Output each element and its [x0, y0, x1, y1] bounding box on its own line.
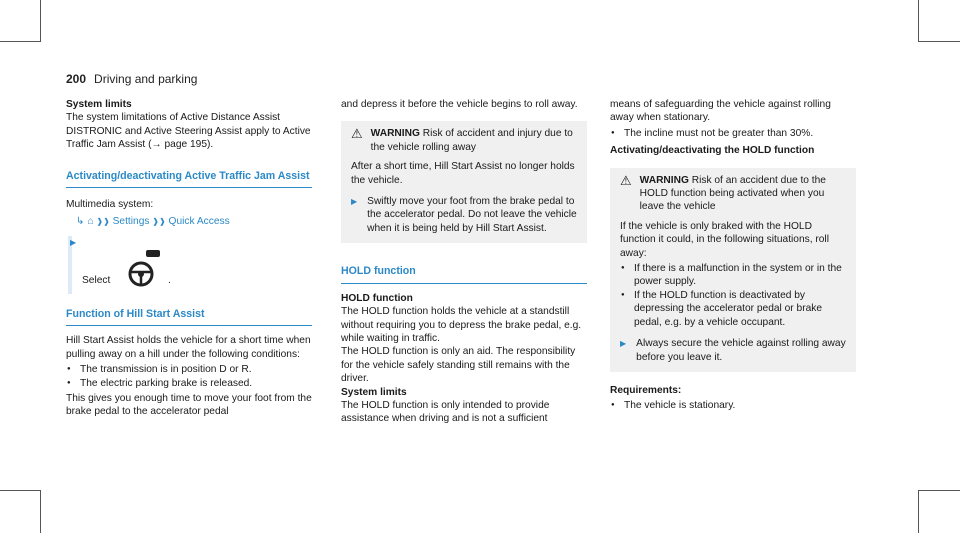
- page-header: [66, 72, 197, 86]
- warning-header: [351, 127, 579, 154]
- incline-list: [610, 127, 856, 140]
- warning-step-2: [620, 337, 848, 364]
- list-item: ● The transmission is in position D or R.: [66, 363, 312, 376]
- after-text: This gives you enough time to move your foot from the brake pedal to the accelerator pedal: [66, 393, 312, 418]
- traffic-jam-assist-icon[interactable]: [124, 248, 164, 288]
- home-icon[interactable]: ⌂: [87, 215, 94, 227]
- warning-step: [351, 195, 579, 235]
- warning-title-2: Risk of an accident due to the HOLD function being activated when you leave the vehicle: [639, 174, 826, 213]
- crop-mark: [918, 490, 960, 491]
- nav-path: [66, 215, 312, 228]
- column-1: [66, 98, 312, 419]
- requirements-list: [610, 399, 856, 412]
- list-item: ● The electric parking brake is released.: [66, 377, 312, 390]
- hold-text-1: The HOLD function holds the vehicle at a standstill without requiring you to depress the brake pedal, e.g. while waiting in traffic.: [341, 306, 582, 344]
- warning-triangle-icon: ⚠: [351, 126, 363, 142]
- step-arrow-icon: ▶: [620, 339, 627, 349]
- activating-title: Activating/deactivating Active Traffic Jam Assist: [66, 170, 312, 189]
- warning-triangle-icon: ⚠: [620, 172, 632, 188]
- multimedia-label: Multimedia system:: [66, 199, 154, 211]
- requirements-title: Requirements:: [610, 384, 682, 396]
- activating-hold-title: Activating/deactivating the HOLD function: [610, 145, 815, 157]
- crop-mark: [0, 41, 40, 42]
- warning-heading: [371, 127, 579, 154]
- limits-text: The system limitations of Active Distance Assist DISTRONIC and Active Steering Assist apply to Active Traffic Jam Assist (→ page 195).: [66, 112, 311, 151]
- crop-mark: [918, 0, 919, 42]
- list-item: ● If the HOLD function is deactivated by depressing the accelerator pedal or brake pedal, e.g. by a vehicle occupant.: [620, 289, 848, 329]
- list-item: ● The incline must not be greater than 30%.: [610, 127, 856, 140]
- column-3: [610, 98, 856, 415]
- nav-arrow-icon: ↳: [76, 215, 85, 227]
- list-item: ● The vehicle is stationary.: [610, 399, 856, 412]
- warning-body: After a short time, Hill Start Assist no longer holds the vehicle.: [351, 161, 575, 186]
- warning-step-text: Swiftly move your foot from the brake pedal to the accelerator pedal. Do not leave the vehicle when it is being held by Hill Start Assist.: [367, 196, 577, 234]
- nav-chevron-icon: ❱❱: [96, 216, 110, 226]
- hold-subtitle: HOLD function: [341, 292, 413, 304]
- warning-label-2: WARNING: [639, 174, 689, 186]
- warning-heading-2: [640, 174, 848, 214]
- warning-header-2: [620, 174, 848, 214]
- crop-mark: [918, 41, 960, 42]
- step-arrow-icon: ▶: [70, 237, 77, 247]
- function-text: Hill Start Assist holds the vehicle for a short time when pulling away on a hill under the following conditions:: [66, 335, 311, 360]
- continuation-text-3: means of safeguarding the vehicle against rolling away when stationary.: [610, 99, 831, 124]
- warning-label: WARNING: [370, 128, 420, 140]
- warning-title: Risk of accident and injury due to the vehicle rolling away: [370, 128, 573, 153]
- nav-chevron-icon: ❱❱: [152, 216, 166, 226]
- list-item: ● If there is a malfunction in the system or in the power supply.: [620, 262, 848, 289]
- limits-title-2: System limits: [341, 386, 407, 398]
- warning-box: [341, 121, 587, 243]
- hold-text-2: The HOLD function is only an aid. The responsibility for the vehicle safely standing still remains with the driver.: [341, 346, 576, 385]
- limits-title: System limits: [66, 99, 132, 110]
- crop-mark: [40, 0, 41, 42]
- hold-title: HOLD function: [341, 265, 587, 284]
- warning-box-2: [610, 168, 856, 372]
- select-period: .: [168, 274, 171, 286]
- column-2: [341, 98, 587, 426]
- section-title: Driving and parking: [94, 72, 198, 86]
- warning-step-text-2: Always secure the vehicle against rolling away before you leave it.: [636, 338, 846, 363]
- warning-body-2: If the vehicle is only braked with the HOLD function it could, in the following situations, roll away:: [620, 220, 829, 259]
- crop-mark: [918, 490, 919, 533]
- function-title: Function of Hill Start Assist: [66, 308, 312, 327]
- nav-settings[interactable]: Settings: [112, 215, 150, 227]
- step-arrow-icon: ▶: [351, 197, 358, 207]
- warning-list: [620, 262, 848, 329]
- select-label: Select: [82, 274, 111, 286]
- page-number: 200: [66, 72, 87, 86]
- step-select: [68, 236, 312, 294]
- crop-mark: [0, 490, 40, 491]
- continuation-text: and depress it before the vehicle begins to roll away.: [341, 99, 578, 110]
- conditions-list: [66, 363, 312, 390]
- crop-mark: [40, 490, 41, 533]
- nav-quick-access[interactable]: Quick Access: [168, 215, 230, 227]
- limits-text-2: The HOLD function is only intended to provide assistance when driving and is not a sufficient: [341, 400, 550, 425]
